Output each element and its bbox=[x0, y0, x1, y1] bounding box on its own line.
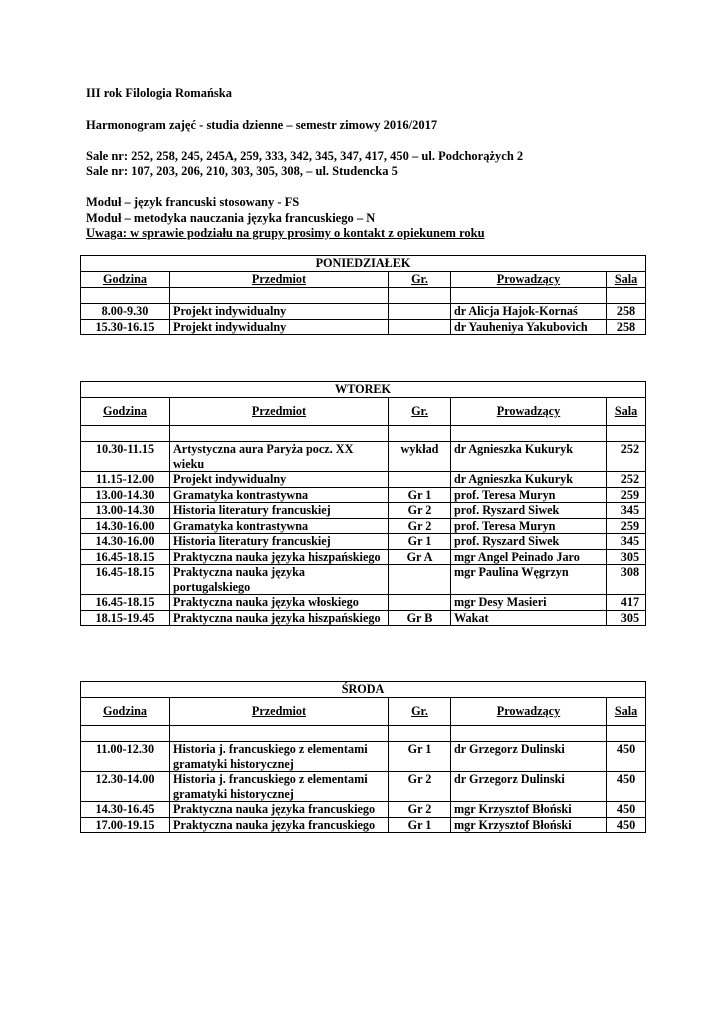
time-cell: 13.00-14.30 bbox=[81, 503, 170, 519]
table-row bbox=[81, 503, 646, 519]
group-cell bbox=[389, 304, 451, 320]
table-row bbox=[81, 817, 646, 833]
teacher-cell: dr Grzegorz Dulinski bbox=[451, 772, 607, 802]
group-cell: Gr 2 bbox=[389, 802, 451, 818]
table-row bbox=[81, 304, 646, 320]
group-cell: Gr A bbox=[389, 549, 451, 565]
wednesday-table bbox=[80, 681, 646, 833]
table-row bbox=[81, 610, 646, 626]
subject-cell: Historia j. francuskiego z elementami gramatyki historycznej bbox=[170, 772, 389, 802]
table-row bbox=[81, 472, 646, 488]
group-cell bbox=[389, 565, 451, 595]
col-group: Gr. bbox=[389, 398, 451, 426]
col-time: Godzina bbox=[81, 698, 170, 726]
room-cell: 450 bbox=[607, 742, 646, 772]
teacher-cell: prof. Ryszard Siwek bbox=[451, 503, 607, 519]
time-cell: 14.30-16.00 bbox=[81, 518, 170, 534]
subject-cell: Artystyczna aura Paryża pocz. XX wieku bbox=[170, 442, 389, 472]
subject-cell: Gramatyka kontrastywna bbox=[170, 518, 389, 534]
room-cell: 252 bbox=[607, 442, 646, 472]
group-cell bbox=[389, 472, 451, 488]
subject-cell: Praktyczna nauka języka hiszpańskiego bbox=[170, 549, 389, 565]
subject-cell: Gramatyka kontrastywna bbox=[170, 487, 389, 503]
room-cell: 450 bbox=[607, 817, 646, 833]
time-cell: 16.45-18.15 bbox=[81, 565, 170, 595]
module-fs: Moduł – język francuski stosowany - FS bbox=[86, 195, 300, 209]
table-row bbox=[81, 534, 646, 550]
time-cell: 13.00-14.30 bbox=[81, 487, 170, 503]
subject-cell: Praktyczna nauka języka włoskiego bbox=[170, 595, 389, 611]
col-room: Sala bbox=[607, 398, 646, 426]
table-row bbox=[81, 549, 646, 565]
day-title: ŚRODA bbox=[81, 682, 646, 698]
teacher-cell: Wakat bbox=[451, 610, 607, 626]
group-cell: Gr B bbox=[389, 610, 451, 626]
subject-cell: Projekt indywidualny bbox=[170, 319, 389, 335]
teacher-cell: dr Agnieszka Kukuryk bbox=[451, 472, 607, 488]
group-cell bbox=[389, 595, 451, 611]
table-row bbox=[81, 802, 646, 818]
teacher-cell: prof. Teresa Muryn bbox=[451, 518, 607, 534]
table-row bbox=[81, 772, 646, 802]
teacher-cell: dr Grzegorz Dulinski bbox=[451, 742, 607, 772]
room-cell: 259 bbox=[607, 487, 646, 503]
module-n: Moduł – metodyka nauczania języka francuskiego – N bbox=[86, 211, 376, 225]
table-row bbox=[81, 742, 646, 772]
table-row bbox=[81, 319, 646, 335]
rooms-line-2: Sale nr: 107, 203, 206, 210, 303, 305, 308, – ul. Studencka 5 bbox=[86, 164, 398, 178]
time-cell: 17.00-19.15 bbox=[81, 817, 170, 833]
table-row bbox=[81, 487, 646, 503]
col-subject: Przedmiot bbox=[170, 698, 389, 726]
col-teacher: Prowadzący bbox=[451, 272, 607, 288]
teacher-cell: dr Alicja Hajok-Kornaś bbox=[451, 304, 607, 320]
schedule-title: Harmonogram zajęć - studia dzienne – semestr zimowy 2016/2017 bbox=[86, 118, 438, 132]
group-cell: wykład bbox=[389, 442, 451, 472]
group-cell: Gr 1 bbox=[389, 742, 451, 772]
col-subject: Przedmiot bbox=[170, 272, 389, 288]
teacher-cell: mgr Paulina Węgrzyn bbox=[451, 565, 607, 595]
room-cell: 450 bbox=[607, 802, 646, 818]
teacher-cell: dr Yauheniya Yakubovich bbox=[451, 319, 607, 335]
group-cell: Gr 2 bbox=[389, 503, 451, 519]
col-time: Godzina bbox=[81, 398, 170, 426]
time-cell: 16.45-18.15 bbox=[81, 549, 170, 565]
group-cell bbox=[389, 319, 451, 335]
table-row bbox=[81, 442, 646, 472]
subject-cell: Historia literatury francuskiej bbox=[170, 534, 389, 550]
teacher-cell: mgr Angel Peinado Jaro bbox=[451, 549, 607, 565]
group-cell: Gr 1 bbox=[389, 817, 451, 833]
teacher-cell: mgr Desy Masieri bbox=[451, 595, 607, 611]
time-cell: 15.30-16.15 bbox=[81, 319, 170, 335]
room-cell: 258 bbox=[607, 319, 646, 335]
time-cell: 14.30-16.00 bbox=[81, 534, 170, 550]
subject-cell: Projekt indywidualny bbox=[170, 472, 389, 488]
table-row bbox=[81, 565, 646, 595]
time-cell: 10.30-11.15 bbox=[81, 442, 170, 472]
tuesday-table bbox=[80, 381, 646, 626]
subject-cell: Praktyczna nauka języka francuskiego bbox=[170, 802, 389, 818]
room-cell: 345 bbox=[607, 534, 646, 550]
room-cell: 417 bbox=[607, 595, 646, 611]
teacher-cell: prof. Teresa Muryn bbox=[451, 487, 607, 503]
teacher-cell: mgr Krzysztof Błoński bbox=[451, 802, 607, 818]
group-note: Uwaga: w sprawie podziału na grupy prosimy o kontakt z opiekunem roku bbox=[86, 226, 485, 240]
col-group: Gr. bbox=[389, 698, 451, 726]
table-row bbox=[81, 518, 646, 534]
subject-cell: Projekt indywidualny bbox=[170, 304, 389, 320]
day-title: PONIEDZIAŁEK bbox=[81, 256, 646, 272]
time-cell: 11.00-12.30 bbox=[81, 742, 170, 772]
col-room: Sala bbox=[607, 698, 646, 726]
group-cell: Gr 2 bbox=[389, 518, 451, 534]
col-time: Godzina bbox=[81, 272, 170, 288]
group-cell: Gr 1 bbox=[389, 534, 451, 550]
room-cell: 345 bbox=[607, 503, 646, 519]
room-cell: 259 bbox=[607, 518, 646, 534]
col-room: Sala bbox=[607, 272, 646, 288]
time-cell: 8.00-9.30 bbox=[81, 304, 170, 320]
teacher-cell: prof. Ryszard Siwek bbox=[451, 534, 607, 550]
monday-table bbox=[80, 255, 646, 335]
room-cell: 252 bbox=[607, 472, 646, 488]
col-group: Gr. bbox=[389, 272, 451, 288]
teacher-cell: dr Agnieszka Kukuryk bbox=[451, 442, 607, 472]
time-cell: 16.45-18.15 bbox=[81, 595, 170, 611]
time-cell: 18.15-19.45 bbox=[81, 610, 170, 626]
group-cell: Gr 2 bbox=[389, 772, 451, 802]
day-title: WTOREK bbox=[81, 382, 646, 398]
time-cell: 12.30-14.00 bbox=[81, 772, 170, 802]
time-cell: 11.15-12.00 bbox=[81, 472, 170, 488]
room-cell: 305 bbox=[607, 610, 646, 626]
col-teacher: Prowadzący bbox=[451, 398, 607, 426]
subject-cell: Historia j. francuskiego z elementami gramatyki historycznej bbox=[170, 742, 389, 772]
col-subject: Przedmiot bbox=[170, 398, 389, 426]
time-cell: 14.30-16.45 bbox=[81, 802, 170, 818]
room-cell: 305 bbox=[607, 549, 646, 565]
subject-cell: Praktyczna nauka języka francuskiego bbox=[170, 817, 389, 833]
subject-cell: Praktyczna nauka języka portugalskiego bbox=[170, 565, 389, 595]
room-cell: 308 bbox=[607, 565, 646, 595]
group-cell: Gr 1 bbox=[389, 487, 451, 503]
year-title: III rok Filologia Romańska bbox=[86, 86, 232, 100]
col-teacher: Prowadzący bbox=[451, 698, 607, 726]
room-cell: 258 bbox=[607, 304, 646, 320]
subject-cell: Historia literatury francuskiej bbox=[170, 503, 389, 519]
teacher-cell: mgr Krzysztof Błoński bbox=[451, 817, 607, 833]
room-cell: 450 bbox=[607, 772, 646, 802]
rooms-line-1: Sale nr: 252, 258, 245, 245A, 259, 333, 342, 345, 347, 417, 450 – ul. Podchorążych 2 bbox=[86, 149, 524, 163]
table-row bbox=[81, 595, 646, 611]
subject-cell: Praktyczna nauka języka hiszpańskiego bbox=[170, 610, 389, 626]
